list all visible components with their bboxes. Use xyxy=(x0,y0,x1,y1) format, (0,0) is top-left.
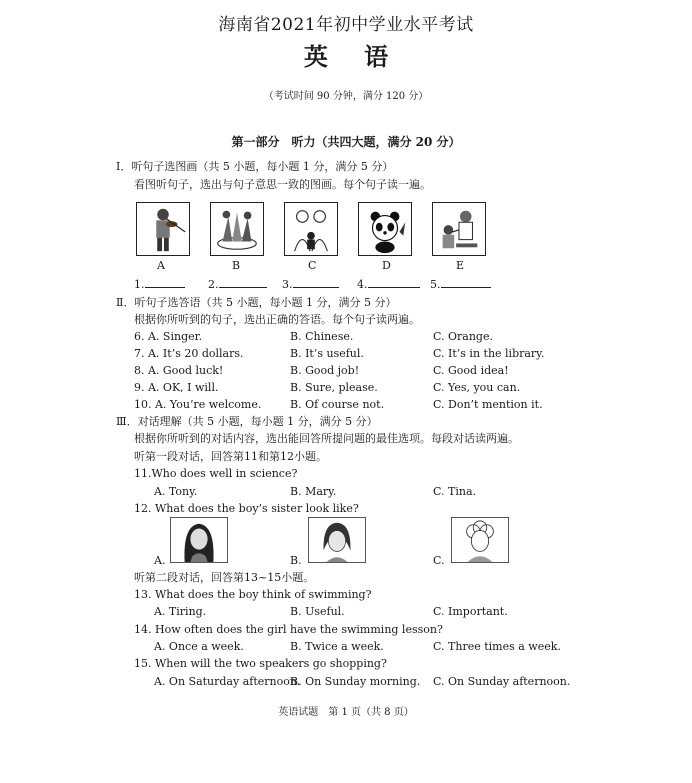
picture-a xyxy=(136,202,190,256)
answer-blank-4[interactable] xyxy=(357,278,420,292)
section1-title: Ⅰ．听句子选图画（共 5 小题，每小题 1 分，满分 5 分） xyxy=(116,160,394,173)
picture-label-b: B xyxy=(232,259,241,272)
blank-number: 3. xyxy=(282,278,293,291)
section3-instruction: 根据你所听到的对话内容，选出能回答所提问题的最佳选项。每段对话读两遍。 xyxy=(134,432,519,445)
girl-curly-hair-icon xyxy=(452,518,508,562)
q12-picture-c xyxy=(451,517,509,563)
q8-option-c: C. Good idea! xyxy=(433,364,509,377)
q13-stem: 13. What does the boy think of swimming? xyxy=(134,588,372,601)
picture-b xyxy=(210,202,264,256)
q8-option-b: B. Good job! xyxy=(290,364,360,377)
q6-option-b: B. Chinese. xyxy=(290,330,354,343)
section1-instruction: 看图听句子，选出与句子意思一致的图画。每个句子读一遍。 xyxy=(134,178,431,191)
family-icon xyxy=(285,203,337,255)
q14-option-c: C. Three times a week. xyxy=(433,640,561,653)
vegetables-icon xyxy=(211,203,263,255)
q7-option-c: C. It’s in the library. xyxy=(433,347,545,360)
q10-option-c: C. Don’t mention it. xyxy=(433,398,543,411)
dialog2-heading: 听第二段对话，回答第13~15小题。 xyxy=(134,571,315,584)
section3-title: Ⅲ．对话理解（共 5 小题，每小题 1 分，满分 5 分） xyxy=(116,415,378,428)
answer-blank-1[interactable] xyxy=(134,278,185,292)
answer-blank-2[interactable] xyxy=(208,278,267,292)
q12-option-c: C. xyxy=(433,554,445,567)
blank-number: 5. xyxy=(430,278,441,291)
q12-picture-a xyxy=(170,517,228,563)
picture-label-c: C xyxy=(308,259,317,272)
q15-stem: 15. When will the two speakers go shopping? xyxy=(134,657,387,670)
panda-icon xyxy=(359,203,411,255)
blank-number: 4. xyxy=(357,278,368,291)
q6-option-a: 6. A. Singer. xyxy=(134,330,203,343)
q9-option-b: B. Sure, please. xyxy=(290,381,378,394)
girl-long-hair-icon xyxy=(171,518,227,562)
q13-option-a: A. Tiring. xyxy=(154,605,207,618)
q13-option-b: B. Useful. xyxy=(290,605,345,618)
q15-option-c: C. On Sunday afternoon. xyxy=(433,675,571,688)
girl-short-hair-icon xyxy=(309,518,365,562)
picture-d xyxy=(358,202,412,256)
q9-option-c: C. Yes, you can. xyxy=(433,381,521,394)
violin-player-icon xyxy=(137,203,189,255)
q12-option-a: A. xyxy=(154,554,166,567)
picture-c xyxy=(284,202,338,256)
answer-blank-5[interactable] xyxy=(430,278,491,292)
part-heading: 第一部分 听力（共四大题，满分 20 分） xyxy=(231,135,461,149)
doctor-patient-icon xyxy=(433,203,485,255)
page-footer: 英语试题 第 1 页（共 8 页） xyxy=(278,707,414,718)
q11-stem: 11.Who does well in science? xyxy=(134,467,298,480)
dialog1-heading: 听第一段对话，回答第11和第12小题。 xyxy=(134,450,327,463)
section2-instruction: 根据你所听到的句子，选出正确的答语。每个句子读两遍。 xyxy=(134,313,420,326)
q11-option-a: A. Tony. xyxy=(154,485,198,498)
picture-e xyxy=(432,202,486,256)
blank-number: 1. xyxy=(134,278,145,291)
q6-option-c: C. Orange. xyxy=(433,330,493,343)
q10-option-b: B. Of course not. xyxy=(290,398,385,411)
answer-blank-3[interactable] xyxy=(282,278,339,292)
section2-title: Ⅱ．听句子选答语（共 5 小题，每小题 1 分，满分 5 分） xyxy=(116,296,397,309)
exam-info: （考试时间 90 分钟，满分 120 分） xyxy=(263,91,429,102)
q12-picture-b xyxy=(308,517,366,563)
q9-option-a: 9. A. OK, I will. xyxy=(134,381,219,394)
exam-title: 海南省2021年初中学业水平考试 xyxy=(218,15,474,35)
blank-number: 2. xyxy=(208,278,219,291)
q14-option-b: B. Twice a week. xyxy=(290,640,384,653)
picture-label-e: E xyxy=(456,259,465,272)
q12-option-b: B. xyxy=(290,554,302,567)
q13-option-c: C. Important. xyxy=(433,605,508,618)
q7-option-a: 7. A. It’s 20 dollars. xyxy=(134,347,244,360)
q11-option-c: C. Tina. xyxy=(433,485,477,498)
q15-option-a: A. On Saturday afternoon. xyxy=(154,675,301,688)
q11-option-b: B. Mary. xyxy=(290,485,337,498)
q12-stem: 12. What does the boy’s sister look like? xyxy=(134,502,359,515)
picture-label-d: D xyxy=(382,259,391,272)
q15-option-b: B. On Sunday morning. xyxy=(290,675,421,688)
q8-option-a: 8. A. Good luck! xyxy=(134,364,224,377)
q7-option-b: B. It’s useful. xyxy=(290,347,364,360)
q14-option-a: A. Once a week. xyxy=(154,640,244,653)
picture-label-a: A xyxy=(157,259,165,272)
q14-stem: 14. How often does the girl have the swimming lesson? xyxy=(134,623,443,636)
subject-title: 英 语 xyxy=(303,42,403,71)
q10-option-a: 10. A. You’re welcome. xyxy=(134,398,262,411)
